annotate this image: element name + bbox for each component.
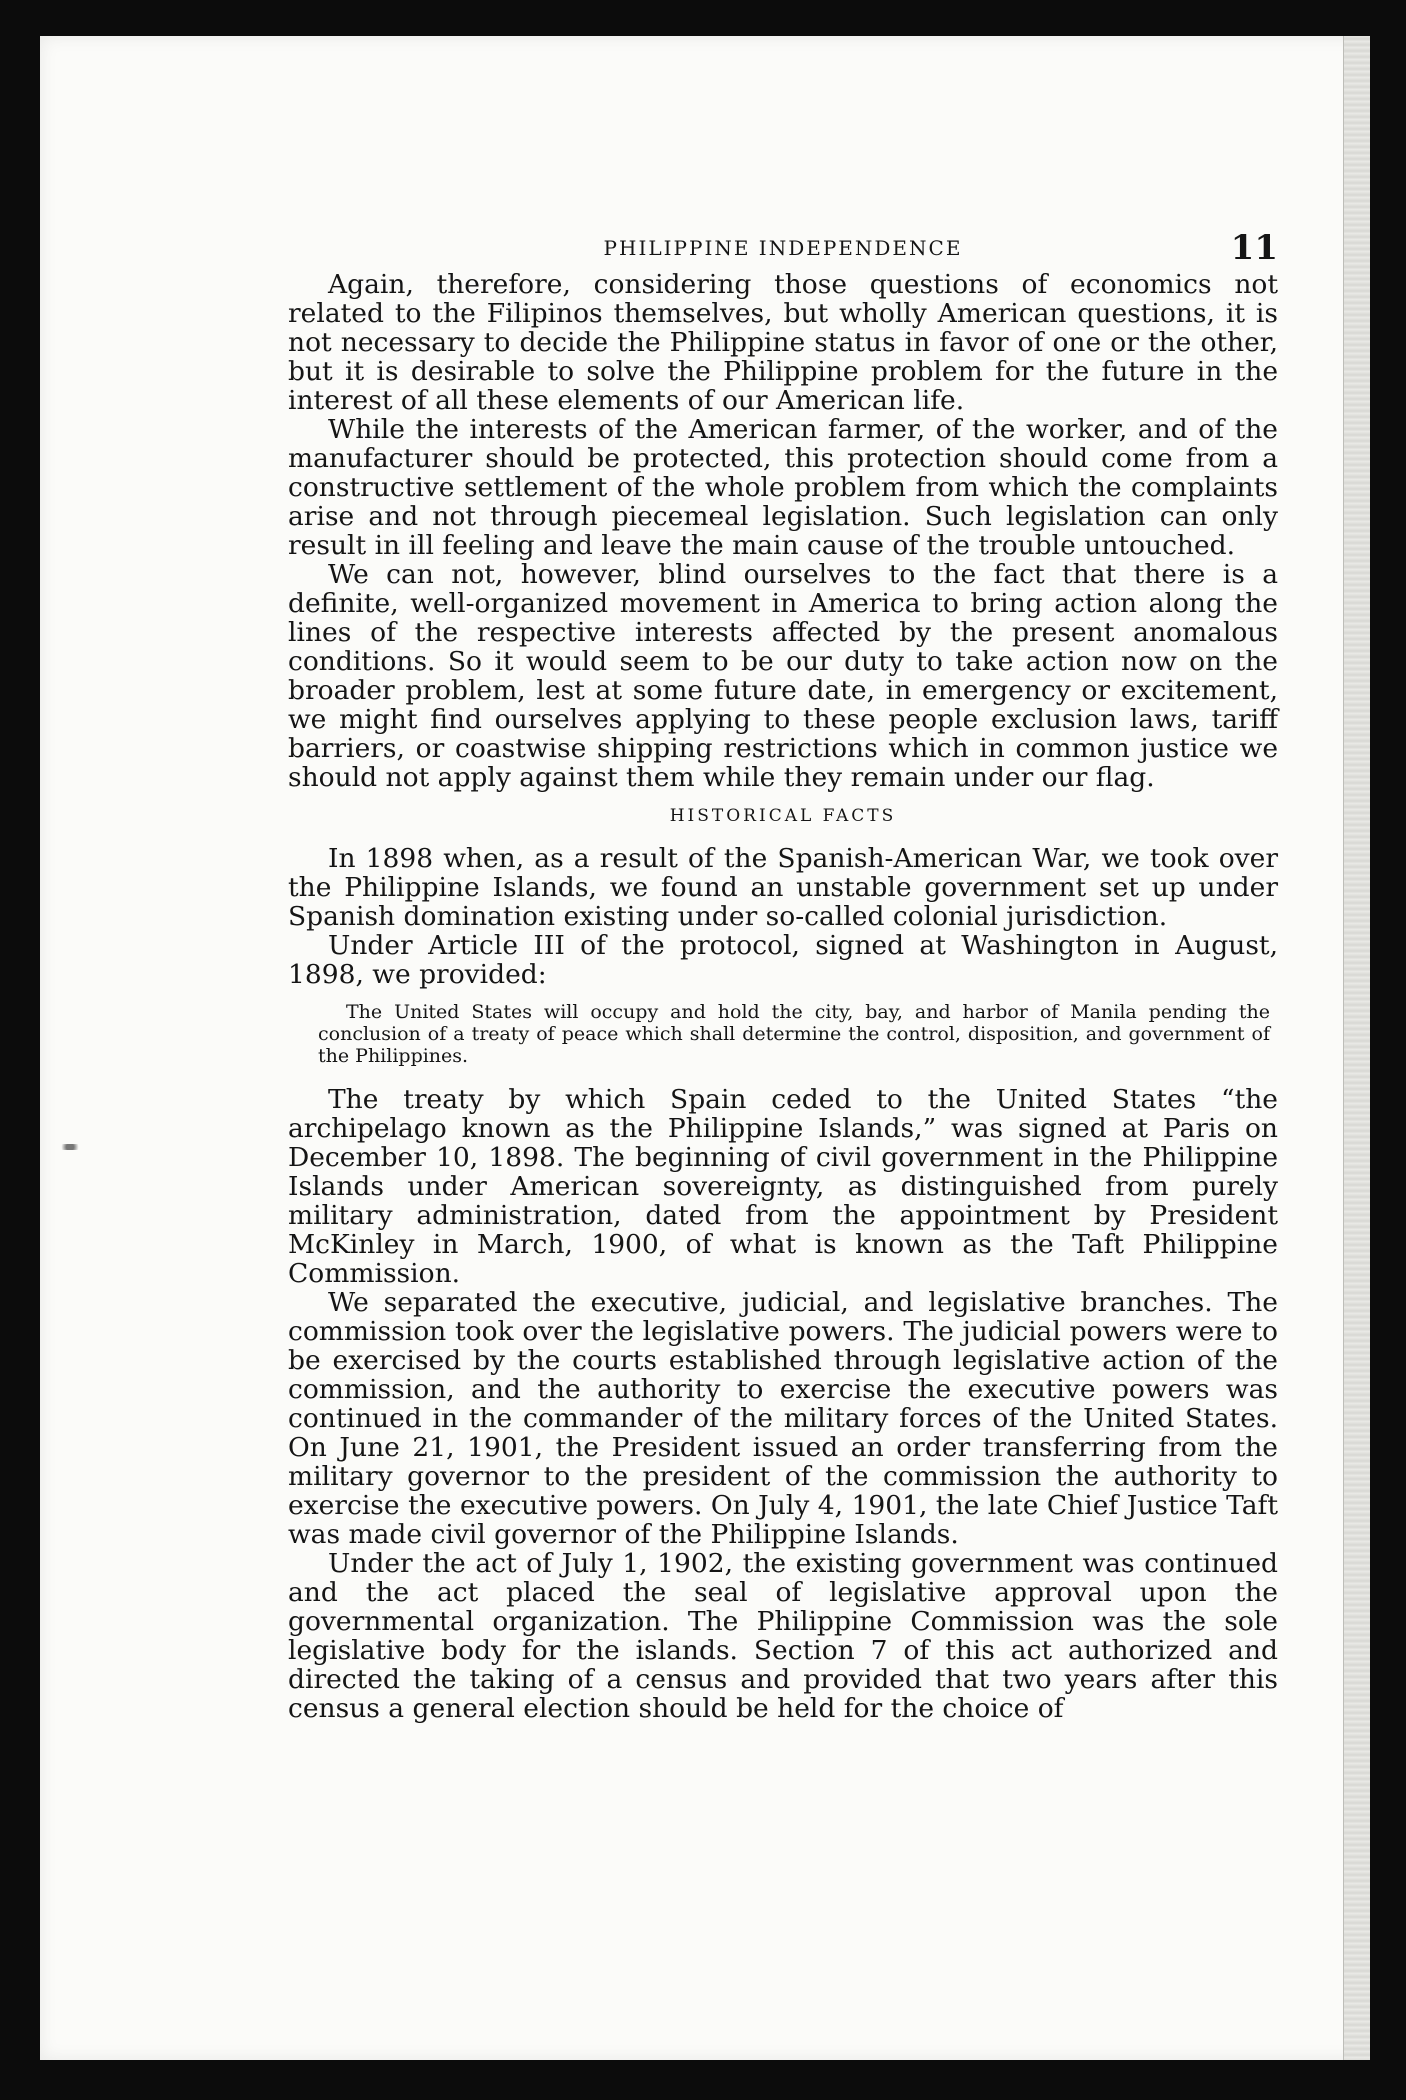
paragraph-branches: We separated the executive, judicial, and legislative branches. The commission took over the legislative powers. The judicial powers were to be exercised by the courts established through legislative action of the commission, and the authority to exercise the executive powers was continued in the commander of the military forces of the United States. On June 21, 1901, the President issued an order transferring from the military governor to the president of the commission the authority to exercise the executive powers. On July 4, 1901, the late Chief Justice Taft was made civil governor of the Philippine Islands. — [288, 1287, 1278, 1550]
paragraph-interests: While the interests of the American farmer, of the worker, and of the manufacturer should be protected, this protection should come from a constructive settlement of the whole problem from which the complaints arise and not through piecemeal legislation. Such legislation can only result in ill feeling and leave the main cause of the trouble untouched. — [288, 414, 1278, 561]
paragraph-1898: In 1898 when, as a result of the Spanish-American War, we took over the Philippine Islands, we found an unstable government set up under Spanish domination existing under so-called colonial jurisdiction. — [288, 843, 1278, 932]
paragraph-economics: Again, therefore, considering those questions of economics not related to the Filipinos themselves, but wholly American questions, it is not necessary to decide the Philippine status in favor of one or the other, but it is desirable to solve the Philippine problem for the future in the interest of all these elements of our American life. — [288, 269, 1278, 416]
paragraph-act-1902: Under the act of July 1, 1902, the existing government was continued and the act placed the seal of legislative approval upon the governmental organization. The Philippine Commission was the sole legislative body for the islands. Section 7 of this act authorized and directed the taking of a census and provided that two years after this census a general election should be held for the choice of — [288, 1548, 1278, 1724]
page-number: 11 — [1230, 228, 1278, 268]
paragraph-protocol: Under Article III of the protocol, signed at Washington in August, 1898, we provided: — [288, 930, 1278, 990]
protocol-quote: The United States will occupy and hold the city, bay, and harbor of Manila pending the conclusion of a treaty of peace which shall determine the control, disposition, and government of the Philippines. — [318, 1001, 1270, 1067]
paragraph-treaty: The treaty by which Spain ceded to the United States “the archipelago known as the Philippine Islands,” was signed at Paris on December 10, 1898. The beginning of civil government in the Philippine Islands under American sovereignty, as distinguished from purely military administration, dated from the appointment by President McKinley in March, 1900, of what is known as the Taft Philippine Commission. — [288, 1084, 1278, 1289]
running-header-title: PHILIPPINE INDEPENDENCE — [603, 236, 963, 260]
section-heading: HISTORICAL FACTS — [669, 806, 897, 826]
page-edge-strip — [1343, 36, 1370, 2060]
scan-speck — [58, 1144, 82, 1150]
paragraph-movement: We can not, however, blind ourselves to the fact that there is a definite, well-organized movement in America to bring action along the lines of the respective interests affected by the present anomalous conditions. So it would seem to be our duty to take action now on the broader problem, lest at some future date, in emergency or excitement, we might find ourselves applying to these people exclusion laws, tariff barriers, or coastwise shipping restrictions which in common justice we should not apply against them while they remain under our flag. — [288, 559, 1278, 793]
running-header — [288, 206, 1278, 270]
page-content — [288, 206, 1278, 1723]
document-page — [40, 36, 1370, 2060]
